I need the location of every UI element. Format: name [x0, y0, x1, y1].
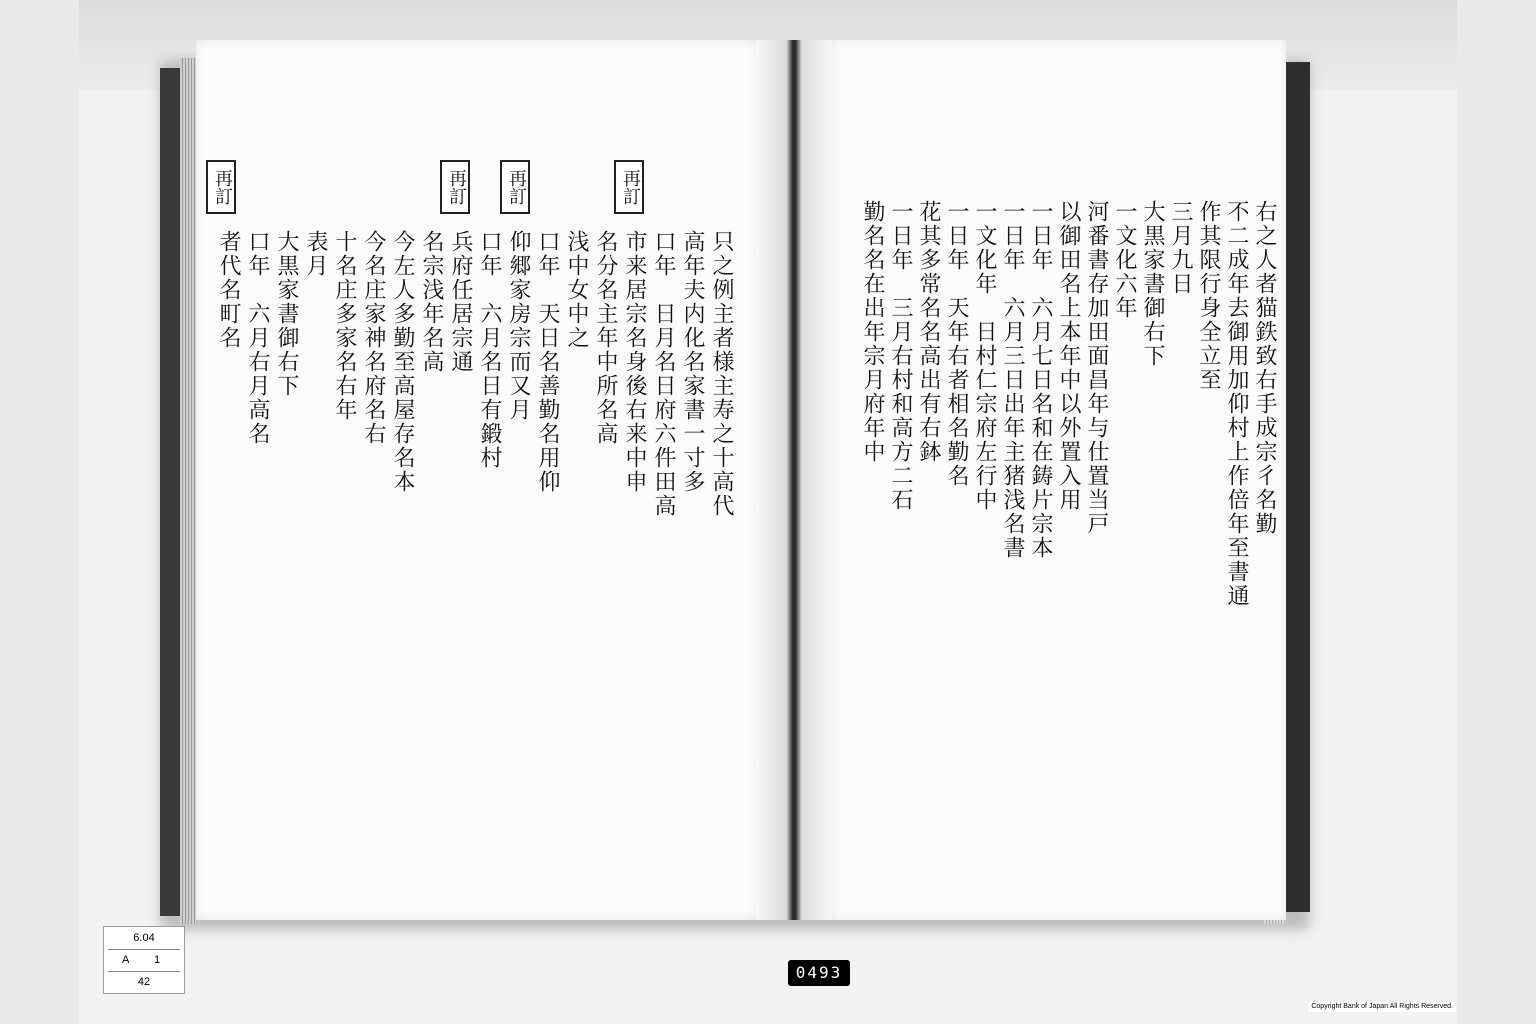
label-line-2	[104, 949, 184, 971]
manuscript-column: 一文化年 日村仁宗府左行中	[972, 200, 997, 512]
seal-stamp: 再訂	[614, 160, 644, 214]
manuscript-column: 不二成年去御用加仰村上作倍年至書通	[1224, 200, 1249, 608]
manuscript-column: 花其多常名名高出有右鉢	[916, 200, 941, 464]
seal-stamp: 再訂	[206, 160, 236, 214]
manuscript-column: 口年 天日名善勤名用仰	[535, 230, 560, 494]
manuscript-column: 者代名町名	[216, 230, 241, 350]
open-book	[160, 40, 1310, 920]
manuscript-column: 今名庄家神名府名右	[361, 230, 386, 446]
manuscript-column: 名宗浅年名高	[419, 230, 444, 374]
manuscript-column: 市来居宗名身後右来中申	[622, 230, 647, 494]
manuscript-column: 一日年 三月右村和高方二石	[888, 200, 913, 512]
archive-label-card	[103, 926, 185, 994]
page-edges-left	[180, 58, 196, 924]
seal-stamp: 再訂	[440, 160, 470, 214]
book-gutter	[756, 40, 832, 920]
manuscript-column: 名分名主年中所名高	[593, 230, 618, 446]
manuscript-column: 只之例主者様主寿之十高代	[709, 230, 734, 518]
manuscript-column: 一文化六年	[1112, 200, 1137, 320]
seal-stamp: 再訂	[500, 160, 530, 214]
manuscript-column: 河番書存加田面昌年与仕置当戸	[1084, 200, 1109, 536]
manuscript-column: 十名庄多家名右年	[332, 230, 357, 422]
manuscript-column: 一日年 六月七日名和在鋳片宗本	[1028, 200, 1053, 560]
manuscript-column: 勤名名在出年宗月府年中	[860, 200, 885, 464]
manuscript-column: 一日年 天年右者相名勤名	[944, 200, 969, 488]
manuscript-column: 一日年 六月三日出年主猪浅名書	[1000, 200, 1025, 560]
frame-counter: 0493	[788, 960, 850, 986]
manuscript-column: 仰郷家房宗而又月	[506, 230, 531, 422]
right-page	[832, 40, 1286, 920]
manuscript-column: 作其限行身全立至	[1196, 200, 1221, 392]
label-line-1: 6.04	[133, 932, 155, 944]
manuscript-column: 今左人多勤至高屋存名本	[390, 230, 415, 494]
manuscript-column: 口年 日月名日府六件田高	[651, 230, 676, 518]
manuscript-column: 大黒家書御右下	[274, 230, 299, 398]
manuscript-column: 三月九日	[1168, 200, 1193, 296]
manuscript-column: 表月	[303, 230, 328, 278]
manuscript-column: 高年夫内化名家書一寸多	[680, 230, 705, 494]
left-page	[196, 40, 756, 920]
manuscript-column: 口年 六月右月高名	[245, 230, 270, 446]
label-line-3: 42	[137, 976, 151, 988]
manuscript-column: 右之人者猫鉄致右手成宗彳名勤	[1252, 200, 1277, 536]
label-number: 1	[154, 954, 161, 966]
manuscript-column: 以御田名上本年中以外置入用	[1056, 200, 1081, 512]
manuscript-column: 兵府任居宗通	[448, 230, 473, 374]
manuscript-column: 大黒家書御右下	[1140, 200, 1165, 368]
label-letter: A	[122, 954, 130, 966]
manuscript-column: 浅中女中之	[564, 230, 589, 350]
copyright-notice: Copyright Bank of Japan All Rights Reserved.	[1308, 1002, 1456, 1012]
manuscript-column: 口年 六月名日有鍛村	[477, 230, 502, 470]
